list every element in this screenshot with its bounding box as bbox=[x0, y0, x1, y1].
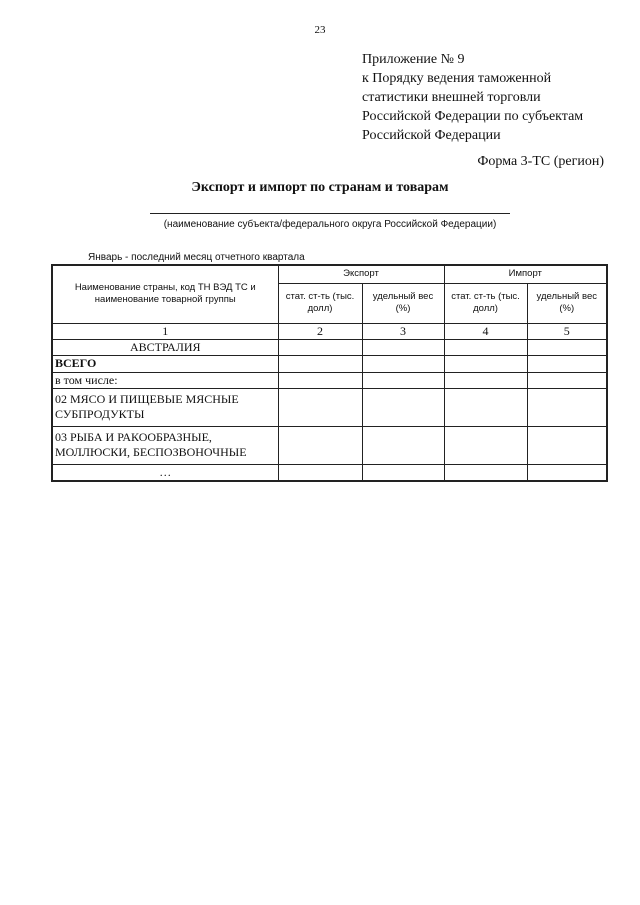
header-export: Экспорт bbox=[278, 265, 444, 283]
table-row bbox=[52, 339, 607, 355]
table-cell bbox=[362, 372, 444, 388]
table-cell bbox=[278, 355, 362, 372]
row-name: в том числе: bbox=[52, 372, 278, 388]
table-cell bbox=[527, 372, 607, 388]
appendix-line: к Порядку ведения таможенной bbox=[362, 71, 552, 86]
column-number: 4 bbox=[444, 323, 527, 339]
row-name: ВСЕГО bbox=[52, 355, 278, 372]
table-row bbox=[52, 464, 607, 481]
header-import-share: удельный вес (%) bbox=[527, 283, 607, 323]
table-row bbox=[52, 426, 607, 464]
column-number: 3 bbox=[362, 323, 444, 339]
table-cell bbox=[362, 426, 444, 464]
table-cell bbox=[527, 355, 607, 372]
header-name-column: Наименование страны, код ТН ВЭД ТС и наименование товарной группы bbox=[52, 265, 278, 323]
table-cell bbox=[362, 464, 444, 481]
table-cell bbox=[362, 339, 444, 355]
table-cell bbox=[444, 372, 527, 388]
table-row bbox=[52, 388, 607, 426]
row-name: 02 МЯСО И ПИЩЕВЫЕ МЯСНЫЕ СУБПРОДУКТЫ bbox=[52, 388, 278, 426]
header-row-groups bbox=[52, 265, 607, 283]
column-number: 5 bbox=[527, 323, 607, 339]
table-cell bbox=[444, 464, 527, 481]
table-cell bbox=[278, 426, 362, 464]
page-number: 23 bbox=[314, 24, 326, 36]
period-label: Январь - последний месяц отчетного квартала bbox=[88, 252, 305, 263]
table-cell bbox=[527, 426, 607, 464]
trade-table bbox=[51, 264, 608, 482]
table-cell bbox=[444, 339, 527, 355]
header-export-share: удельный вес (%) bbox=[362, 283, 444, 323]
table-row bbox=[52, 355, 607, 372]
row-name: … bbox=[52, 464, 278, 481]
appendix-line: статистики внешней торговли bbox=[362, 90, 541, 105]
document-title: Экспорт и импорт по странам и товарам bbox=[191, 180, 449, 195]
table-cell bbox=[278, 464, 362, 481]
table-cell bbox=[278, 339, 362, 355]
table-cell bbox=[527, 464, 607, 481]
header-import: Импорт bbox=[444, 265, 607, 283]
table-cell bbox=[444, 388, 527, 426]
column-number-row bbox=[52, 323, 607, 339]
appendix-line: Российской Федерации bbox=[362, 128, 501, 143]
column-number: 1 bbox=[52, 323, 278, 339]
table-cell bbox=[527, 339, 607, 355]
form-label: Форма 3-ТС (регион) bbox=[477, 154, 604, 169]
row-name: 03 РЫБА И РАКООБРАЗНЫЕ, МОЛЛЮСКИ, БЕСПОЗВОНОЧНЫЕ bbox=[52, 426, 278, 464]
header-import-stat-value: стат. ст-ть (тыс. долл) bbox=[444, 283, 527, 323]
table-row bbox=[52, 372, 607, 388]
subject-caption: (наименование субъекта/федерального округа Российской Федерации) bbox=[163, 219, 497, 230]
appendix-block bbox=[362, 50, 583, 145]
table-cell bbox=[444, 355, 527, 372]
table-cell bbox=[444, 426, 527, 464]
table-cell bbox=[527, 388, 607, 426]
table-cell bbox=[278, 372, 362, 388]
row-name: АВСТРАЛИЯ bbox=[52, 339, 278, 355]
table-cell bbox=[362, 388, 444, 426]
header-export-stat-value: стат. ст-ть (тыс. долл) bbox=[278, 283, 362, 323]
column-number: 2 bbox=[278, 323, 362, 339]
table-cell bbox=[278, 388, 362, 426]
appendix-line: Приложение № 9 bbox=[362, 52, 465, 67]
subject-fill-line bbox=[150, 213, 510, 214]
appendix-line: Российской Федерации по субъектам bbox=[362, 109, 584, 124]
table-cell bbox=[362, 355, 444, 372]
